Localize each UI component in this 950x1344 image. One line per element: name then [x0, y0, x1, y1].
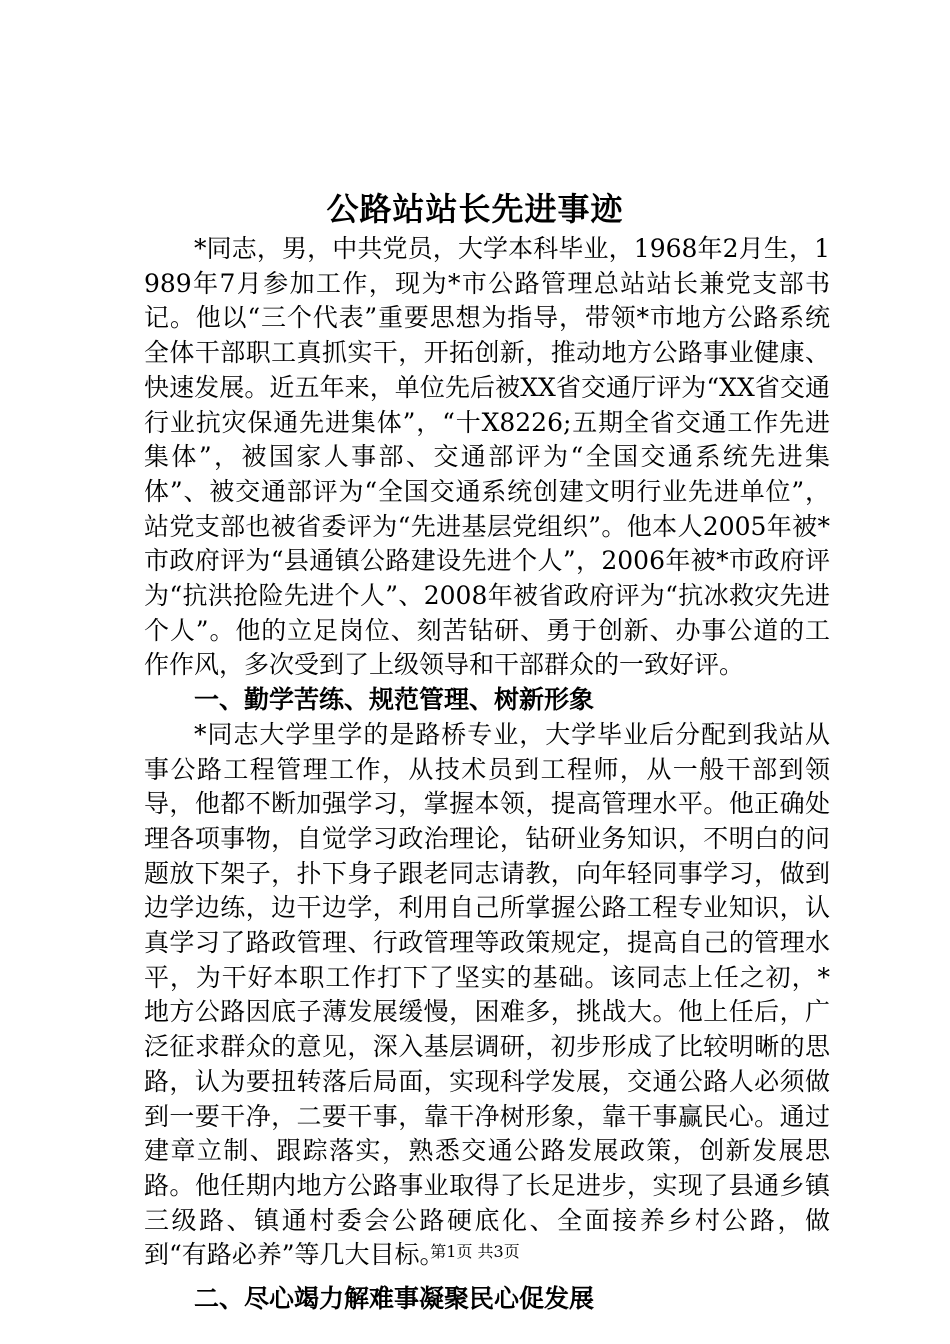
- document-title: 公路站站长先进事迹: [326, 190, 624, 228]
- paragraph-intro: *同志，男，中共党员，大学本科毕业，1968年2月生，1989年7月参加工作，现为*市公路管理总站站长兼党支部书记。他以“三个代表”重要思想为指导，带领*市地方公路系统全体干部职工真抓实干，开拓创新，推动地方公路事业健康、快速发展。近五年来，单位先后被XX省交通厅评为“XX省交通行业抗灾保通先进集体”，“十X8226;五期全省交通工作先进集体”，被国家人事部、交通部评为“全国交通系统先进集体”、被交通部评为“全国交通系统创建文明行业先进单位”，站党支部也被省委评为“先进基层党组织”。他本人2005年被*市政府评为“县通镇公路建设先进个人”，2006年被*市政府评为“抗洪抢险先进个人”、2008年被省政府评为“抗冰救灾先进个人”。他的立足岗位、刻苦钻研、勇于创新、办事公道的工作作风，多次受到了上级领导和干部群众的一致好评。: [144, 234, 830, 680]
- section-heading-1: 一、勤学苦练、规范管理、树新形象: [194, 685, 595, 715]
- page-footer: 第1页 共3页: [430, 1242, 520, 1261]
- paragraph-section-1: *同志大学里学的是路桥专业，大学毕业后分配到我站从事公路工程管理工作，从技术员到工程师，从一般干部到领导，他都不断加强学习，掌握本领，提高管理水平。他正确处理各项事物，自觉学习政治理论，钻研业务知识，不明白的问题放下架子，扑下身子跟老同志请教，向年轻同事学习，做到边学边练，边干边学，利用自己所掌握公路工程专业知识，认真学习了路政管理、行政管理等政策规定，提高自己的管理水平，为干好本职工作打下了坚实的基础。该同志上任之初，*地方公路因底子薄发展缓慢，困难多，挑战大。他上任后，广泛征求群众的意见，深入基层调研，初步形成了比较明晰的思路，认为要扭转落后局面，实现科学发展，交通公路人必须做到一要干净，二要干事，靠干净树形象，靠干事赢民心。通过建章立制、跟踪落实，熟悉交通公路发展政策，创新发展思路。他任期内地方公路事业取得了长足进步，实现了县通乡镇三级路、镇通村委会公路硬底化、全面接养乡村公路，做到“有路必养”等几大目标。: [144, 719, 830, 1270]
- document-body: [144, 232, 830, 1321]
- section-heading-2: 二、尽心竭力解难事凝聚民心促发展: [194, 1284, 595, 1314]
